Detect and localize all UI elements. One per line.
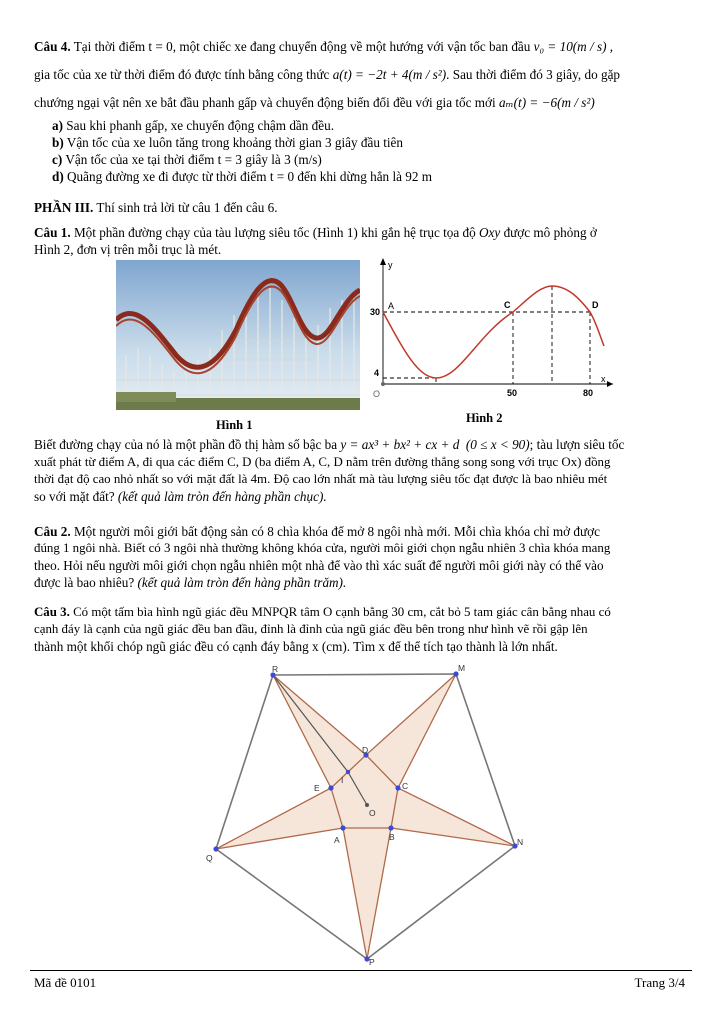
q3-line2: cạnh đáy là cạnh của ngũ giác đều ban đầu, đỉnh là đỉnh của ngũ giác đều bên trong như hình vẽ rồi gập lên — [34, 622, 588, 636]
option-b — [52, 134, 692, 151]
roller-coaster-photo — [116, 260, 360, 410]
cubic-curve — [383, 286, 604, 378]
question-4-line3 — [34, 94, 694, 111]
option-d — [52, 168, 692, 185]
label-r: R — [272, 665, 279, 674]
footer-divider — [30, 970, 692, 971]
point-c-label: C — [504, 300, 511, 310]
q1-after4: so với mặt đất? — [34, 489, 115, 504]
option-label: d) — [52, 169, 64, 184]
q1-line2: Hình 2, đơn vị trên mỗi trục là mét. — [34, 242, 222, 257]
formula-a: a(t) = −2t + 4(m / s²) — [332, 67, 447, 82]
question-label: Câu 1. — [34, 225, 71, 240]
q2-line3: theo. Hỏi nếu người môi giới chọn ngẫu nhiên một nhà để vào thì xác suất để người môi giới này có thể vào — [34, 558, 604, 573]
part-text: Thí sinh trả lời từ câu 1 đến câu 6. — [96, 200, 278, 215]
point-d-label: D — [592, 300, 599, 310]
question-label: Câu 2. — [34, 524, 71, 539]
option-text: Vận tốc của xe tại thời điểm t = 3 giây là 3 (m/s) — [65, 152, 322, 167]
label-b: B — [389, 832, 395, 842]
part-label: PHẦN III. — [34, 200, 94, 215]
exam-code: Mã đề 0101 — [34, 975, 97, 990]
label-a: A — [334, 835, 340, 845]
formula-v0: v₀ = 10(m / s) , — [533, 39, 614, 54]
label-o: O — [369, 808, 376, 818]
q3-line1: Có một tấm bìa hình ngũ giác đều MNPQR tâm O cạnh bằng 30 cm, cắt bỏ 5 tam giác cân bằng nhau có — [73, 605, 611, 619]
question-1 — [34, 224, 694, 258]
option-text: Vận tốc của xe luôn tăng trong khoảng thời gian 3 giây đầu tiên — [66, 135, 404, 150]
question-4-line2 — [34, 66, 694, 83]
q1-line1b: được mô phỏng ở — [503, 225, 597, 240]
x-axis-label: x — [601, 374, 606, 384]
origin-label: O — [373, 389, 381, 399]
q2-line1: Một người môi giới bất động sản có 8 chìa khóa để mở 8 ngôi nhà mới. Mỗi chìa khóa chỉ mở được — [73, 524, 600, 539]
domain-formula: (0 ≤ x < 90) — [465, 437, 530, 452]
q2-line2: đúng 1 ngôi nhà. Biết có 3 ngôi nhà thường không khóa cửa, người môi giới chọn ngẫu nhiên 3 chìa khóa mang — [34, 541, 611, 555]
label-m: M — [458, 665, 466, 673]
option-label: a) — [52, 118, 63, 133]
q1-after1b: ; tàu lượn siêu tốc — [529, 437, 625, 452]
page-number: Trang 3/4 — [634, 975, 685, 990]
label-q: Q — [206, 853, 213, 863]
y-tick-30: 30 — [370, 307, 381, 317]
label-e: E — [314, 783, 320, 793]
q4-line3a: chướng ngại vật nên xe bắt đầu phanh gấp và chuyển động biến đổi đều với gia tốc mới — [34, 95, 496, 110]
segment-ri — [273, 675, 348, 772]
option-label: b) — [52, 135, 64, 150]
oxy-symbol: Oxy — [479, 225, 501, 240]
point-a-label: A — [388, 301, 395, 311]
q1-after1a: Biết đường chạy của nó là một phần đồ thị hàm số bậc ba — [34, 437, 338, 452]
question-label: Câu 4. — [34, 39, 71, 54]
question-2 — [34, 523, 694, 591]
option-label: c) — [52, 152, 63, 167]
cubic-graph — [368, 254, 618, 404]
question-3 — [34, 604, 694, 655]
label-c: C — [402, 781, 409, 791]
option-a — [52, 117, 692, 134]
part-3-heading — [34, 199, 694, 216]
y-axis-label: y — [388, 260, 393, 270]
cubic-formula: y = ax³ + bx² + cx + d — [340, 437, 460, 452]
q2-rounding-note: (kết quả làm tròn đến hàng phần trăm). — [137, 575, 347, 590]
q1-line1: Một phần đường chạy của tàu lượng siêu tốc (Hình 1) khi gắn hệ trục tọa độ — [73, 225, 476, 240]
q4-line1: Tại thời điểm t = 0, một chiếc xe đang chuyển động về một hướng với vận tốc ban đầu — [73, 39, 531, 54]
x-axis-arrow — [607, 381, 613, 387]
figure-2-caption: Hình 2 — [466, 411, 503, 425]
label-d: D — [362, 745, 369, 755]
x-tick-80: 80 — [583, 388, 594, 398]
option-text: Sau khi phanh gấp, xe chuyển động chậm dần đều. — [66, 118, 335, 133]
x-tick-50: 50 — [507, 388, 518, 398]
pentagon-figure — [200, 665, 530, 965]
q2-line4: được là bao nhiêu? — [34, 575, 135, 590]
label-i: I — [341, 775, 344, 785]
q1-after2: xuất phát từ điểm A, đi qua các điểm C, D (ba điểm A, C, D nằm trên đường thẳng song song với trục Ox) đồng — [34, 455, 611, 469]
center-dot — [365, 803, 369, 807]
q1-rounding-note: (kết quả làm tròn đến hàng phần chục). — [117, 489, 327, 504]
label-p: P — [369, 957, 375, 965]
figure-1-caption: Hình 1 — [216, 418, 253, 432]
q1-after3: thời đạt độ cao nhỏ nhất so với mặt đất là 4m. Độ cao lớn nhất mà tàu lượng siêu tốc đạt được là bao nhiêu mét — [34, 472, 608, 486]
y-axis-arrow — [380, 258, 386, 265]
option-c — [52, 151, 692, 168]
origin-dot — [381, 382, 385, 386]
q4-line2b: . Sau thời điểm đó 3 giây, do gặp — [446, 67, 621, 82]
q4-line2a: gia tốc của xe từ thời điểm đó được tính bằng công thức — [34, 67, 330, 82]
label-n: N — [517, 837, 524, 847]
question-label: Câu 3. — [34, 605, 70, 619]
question-4 — [34, 38, 694, 55]
option-text: Quãng đường xe đi được từ thời điểm t = 0 đến khi dừng hẳn là 92 m — [67, 169, 433, 184]
formula-am: aₘ(t) = −6(m / s²) — [498, 95, 595, 110]
q3-line3: thành một khối chóp ngũ giác đều có cạnh đáy bằng x (cm). Tìm x để thể tích tạo thành là lớn nhất. — [34, 639, 558, 654]
y-tick-4: 4 — [374, 368, 380, 378]
question-1-continued — [34, 436, 694, 505]
